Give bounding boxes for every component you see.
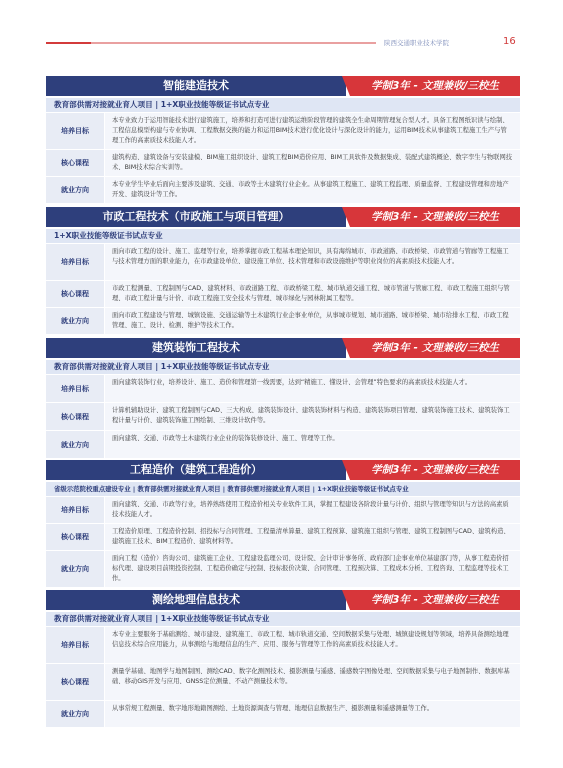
row-courses: [46, 523, 520, 550]
row-text: 本专业致力于运用智能技术进行建筑施工，培养和打造可进行建筑运维阶段管理的建筑全生命周期管理复合型人才。具备工程图纸识读与绘制、工程信息模型构建与专业协调、工程数据交换的能力和运用BIM技术进行优化设计与深化设计的能力，运用BIM技术从事建筑工程施工生产与管理工作的高素质技术技能人才。: [105, 113, 520, 149]
section-title: 工程造价（建筑工程造价）: [46, 460, 346, 480]
section-surveying-geoinfo: [46, 590, 520, 727]
row-text: 市政工程测量、工程制图与CAD、建筑材料、市政道路工程、市政桥梁工程、城市轨道交通工程、城市管道与管廊工程、市政工程施工组织与管理、市政工程计量与计价、市政工程施工安全技术与管理、城市绿化与园林附属工程等。: [105, 281, 520, 307]
row-label: 就业方向: [46, 551, 104, 587]
section-tag: 学制3年 - 文理兼收/三校生: [350, 460, 520, 480]
section-subtitle: 教育部供需对接就业育人项目 | 1+X职业技能等级证书试点专业: [46, 360, 520, 374]
row-goal: [46, 374, 520, 402]
section-cost-engineering: [46, 460, 520, 587]
row-career: [46, 176, 520, 203]
row-career: [46, 700, 520, 727]
row-career: [46, 430, 520, 458]
row-courses: [46, 663, 520, 700]
row-text: 面向建筑装饰行业，培养设计、施工、造价和管理第一线需要，达到“精施工、懂设计、会管理”特色要求的高素质技术技能人才。: [105, 375, 520, 402]
section-tag: 学制3年 - 文理兼收/三校生: [350, 76, 520, 96]
section-title: 市政工程技术（市政施工与项目管理）: [46, 207, 346, 227]
row-label: 培养目标: [46, 375, 104, 402]
row-text: 面向建筑、交通、市政等行业，培养熟练使用工程造价相关专业软件工具，掌握工程建设各阶段计量与计价、组织与管理等知识与方法的高素质技术技能人才。: [105, 497, 520, 523]
row-career: [46, 307, 520, 334]
row-label: 培养目标: [46, 244, 104, 280]
page-number: 16: [503, 36, 516, 47]
row-label: 就业方向: [46, 308, 104, 334]
row-label: 核心课程: [46, 403, 104, 430]
row-label: 培养目标: [46, 627, 104, 663]
row-career: [46, 550, 520, 587]
row-courses: [46, 402, 520, 430]
row-courses: [46, 149, 520, 176]
row-courses: [46, 280, 520, 307]
row-text: 测量学基础、地图学与地图制图、测绘CAD、数字化测图技术、摄影测量与遥感、遥感数字图像处理、空间数据采集与电子地图制作、数据库基础、移动GIS开发与应用、GNSS定位测量、不动产测量技术等。: [105, 664, 520, 700]
section-decoration-engineering: [46, 338, 520, 458]
row-text: 计算机辅助设计、建筑工程制图与CAD、三大构成、建筑装饰设计、建筑装饰材料与构造、建筑装饰项目管理、建筑装饰施工技术、建筑装饰工程计量与计价、建筑装饰施工图绘制、三维设计软件等。: [105, 403, 520, 430]
section-subtitle: 1+X职业技能等级证书试点专业: [46, 229, 520, 243]
section-tag: 学制3年 - 文理兼收/三校生: [350, 338, 520, 358]
row-label: 就业方向: [46, 701, 104, 727]
row-label: 核心课程: [46, 524, 104, 550]
row-text: 本专业主要服务于基础测绘、城市建设、建筑施工、市政工程、城市轨道交通、空间数据采集与处理、城镇建设规划等领域，培养具备测绘地理信息技术综合应用能力，从事测绘与地理信息的生产、应用、服务与管理等工作的高素质技术技能人才。: [105, 627, 520, 663]
row-label: 核心课程: [46, 150, 104, 176]
row-text: 建筑构造、建筑设备与安装建模、BIM施工组织设计、建筑工程BIM造价应用、BIM工具软件及数据集成、装配式建筑概论、数字孪生与物联网技术、BIM技术综合实训等。: [105, 150, 520, 176]
section-subtitle: 教育部供需对接就业育人项目 | 1+X职业技能等级证书试点专业: [46, 98, 520, 112]
section-subtitle: 省级示范院校重点建设专业 | 教育部供需对接就业育人项目 | 教育部供需对接就业育人项目 | 1+X职业技能等级证书试点专业: [46, 482, 520, 496]
section-tag: 学制3年 - 文理兼收/三校生: [350, 207, 520, 227]
section-subtitle: 教育部供需对接就业育人项目 | 1+X职业技能等级证书试点专业: [46, 612, 520, 626]
section-tag: 学制3年 - 文理兼收/三校生: [350, 590, 520, 610]
row-text: 面向市政工程建设与管理、城镇设施、交通运输等土木建筑行业企事业单位，从事城市规划、城市道路、城市桥梁、城市给排水工程、市政工程管理、施工、设计、检测、维护等技术工作。: [105, 308, 520, 334]
row-goal: [46, 626, 520, 663]
section-title: 测绘地理信息技术: [46, 590, 346, 610]
row-text: 面向工程（造价）咨询公司、建筑施工企业、工程建设监理公司、设计院、会计审计事务所、政府部门企事业单位基建部门等，从事工程造价招标代理、建设项目前期投资控制、工程造价确定与控制、投标报价决策、合同管理、工程预决算、工程成本分析、工程咨询、工程监理等技术工作。: [105, 551, 520, 587]
row-label: 核心课程: [46, 664, 104, 700]
row-label: 培养目标: [46, 113, 104, 149]
row-text: 面向市政工程的设计、施工、监理等行业，培养掌握市政工程基本理论知识，具有海绵城市、市政道路、市政桥梁、市政管道与管廊等工程施工与技术管理方面的职业能力，在市政建设单位、建设施工单位、技术管理和市政设施维护等职业岗位的高素质技术技能人才。: [105, 244, 520, 280]
header-title: 陕西交通职业技术学院: [384, 39, 449, 47]
header-rule: [46, 42, 376, 44]
row-goal: [46, 496, 520, 523]
row-text: 本专业学生毕业后面向主要涉及建筑、交通、市政等土木建筑行业企业。从事建筑工程施工、建筑工程监理、质量监督、工程建设管理和房地产开发、建筑设计等工作。: [105, 177, 520, 203]
row-text: 面向建筑、交通、市政等土木建筑行业企业的装饰装修设计、施工、管理等工作。: [105, 431, 520, 458]
row-text: 工程造价原理、工程造价控制、招投标与合同管理、工程量清单算量、建筑工程预算、建筑施工组织与管理、建筑工程制图与CAD、建筑构造、建筑施工技术、BIM工程造价、建筑材料等。: [105, 524, 520, 550]
row-label: 就业方向: [46, 177, 104, 203]
section-title: 建筑装饰工程技术: [46, 338, 346, 358]
row-label: 就业方向: [46, 431, 104, 458]
row-label: 培养目标: [46, 497, 104, 523]
row-goal: [46, 243, 520, 280]
section-intelligent-construction: [46, 76, 520, 203]
row-text: 从事常规工程测量、数字地形地籍图测绘、土地资源调查与管理、地理信息数据生产、摄影测量和遥感测量等工作。: [105, 701, 520, 727]
section-title: 智能建造技术: [46, 76, 346, 96]
row-label: 核心课程: [46, 281, 104, 307]
row-goal: [46, 112, 520, 149]
section-municipal-engineering: [46, 207, 520, 334]
